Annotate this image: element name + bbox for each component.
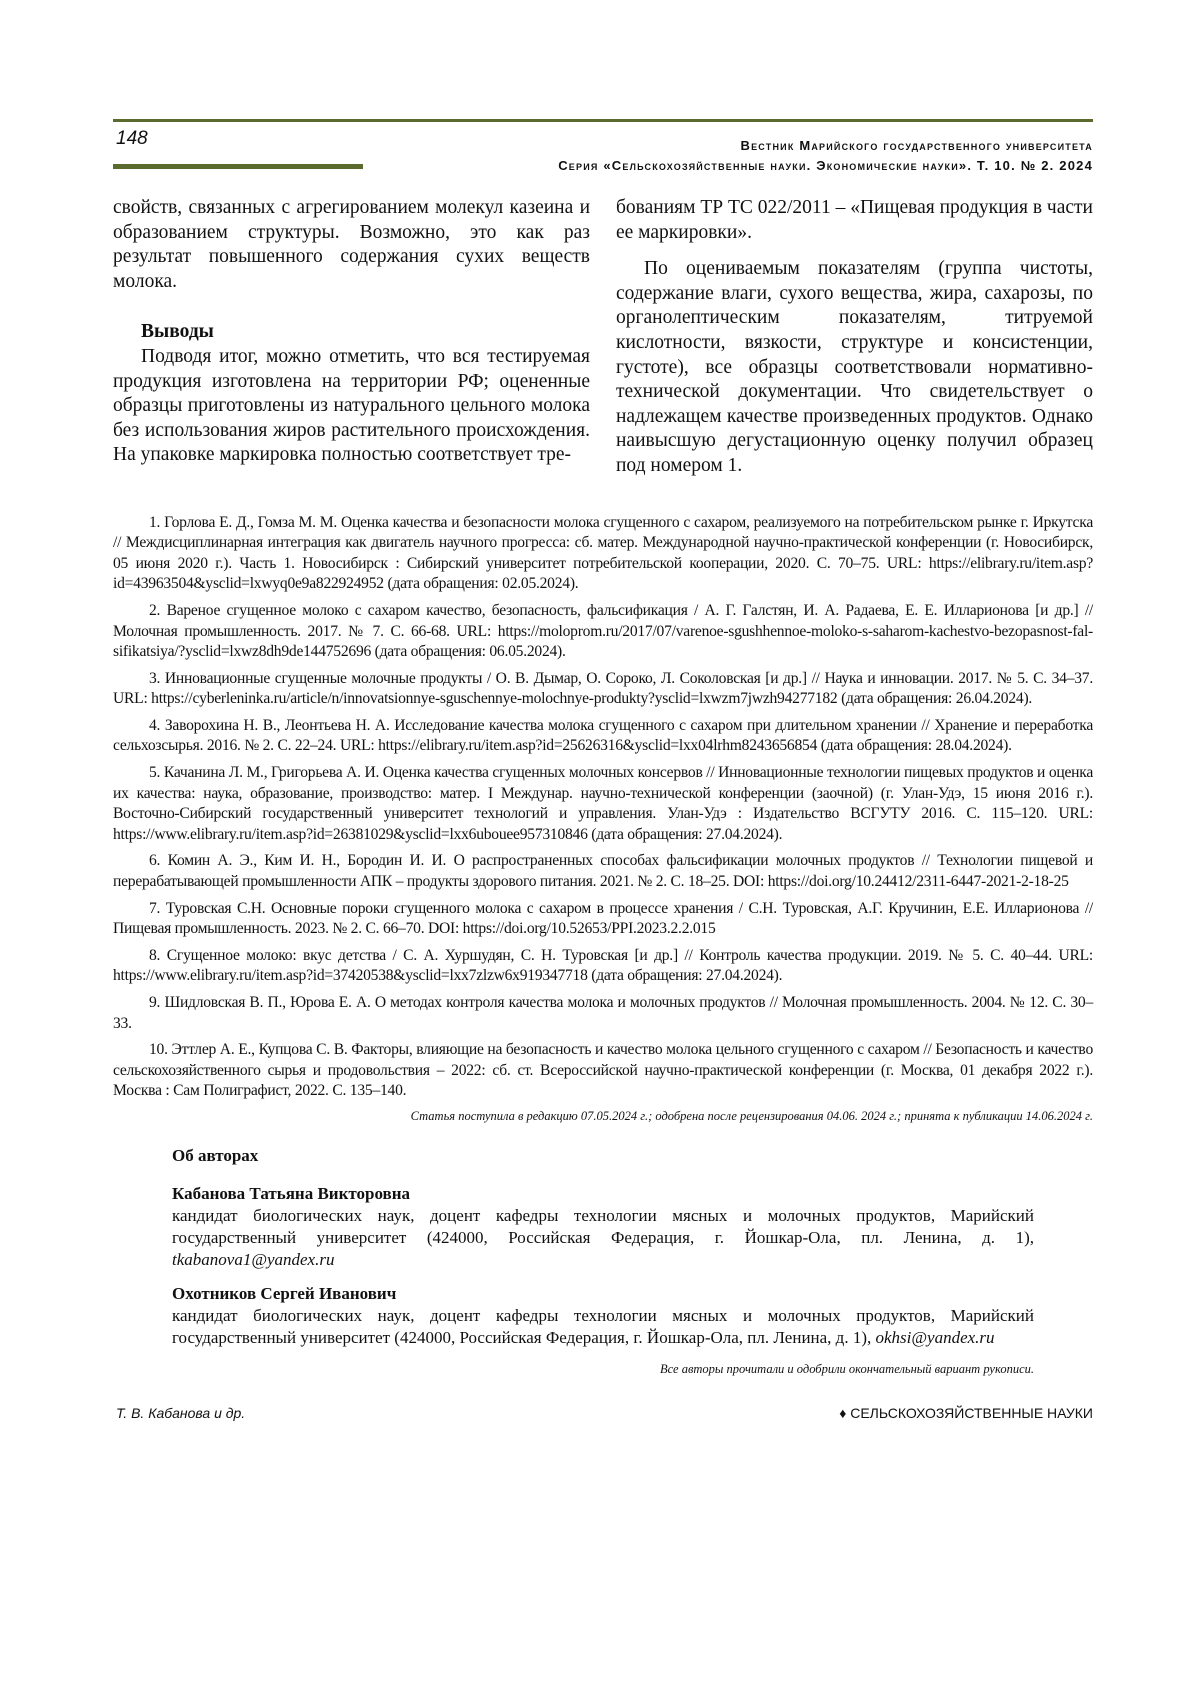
authors-section xyxy=(172,1145,1034,1349)
body-paragraph: свойств, связанных с агрегированием молекул казеина и образованием структуры. Возможно, это как раз результат повышенного содержания сухих веществ молока. xyxy=(113,196,590,294)
body-columns xyxy=(113,196,1093,479)
author-email[interactable]: tkabanova1@yandex.ru xyxy=(172,1250,334,1269)
author-affiliation: кандидат биологических наук, доцент кафедры технологии мясных и молочных продуктов, Марийский государственный университет (424000, Российская Федерация, г. Йошкар-Ола, пл. Ленина, д. 1), xyxy=(172,1306,1034,1347)
approved-note: Все авторы прочитали и одобрили окончательный вариант рукописи. xyxy=(113,1361,1034,1378)
reference-item: 4. Заворохина Н. В., Леонтьева Н. А. Исследование качества молока сгущенного с сахаром при длительном хранении // Хранение и переработка сельхозсырья. 2016. № 2. С. 22–24. URL: https://elibrary.ru/item.asp?id=25626316&ysclid=lxx04lrhm8243656854 (дата обращения: 28.04.2024). xyxy=(113,716,1093,757)
right-column xyxy=(616,196,1093,479)
reference-item: 10. Эттлер А. Е., Купцова С. В. Факторы, влияющие на безопасность и качество молока цельного сгущенного с сахаром // Безопасность и качество сельскохозяйственного сырья и продовольствия – 2022: сб. ст. Всероссийской научно-практической конференции (г. Москва, 01 декабря 2022 г.). Москва : Сам Полиграфист, 2022. С. 135–140. xyxy=(113,1040,1093,1102)
body-paragraph: Подводя итог, можно отметить, что вся тестируемая продукция изготовлена на территории РФ; оцененные образцы приготовлены из натурального цельного молока без использования жиров растительного происхождения. На упаковке маркировка полностью соответствует тре- xyxy=(113,345,590,468)
authors-heading: Об авторах xyxy=(172,1145,1034,1167)
author-info xyxy=(172,1305,1034,1349)
reference-item: 3. Инновационные сгущенные молочные продукты / О. В. Дымар, О. Сороко, Л. Соколовская [и др.] // Наука и инновации. 2017. № 5. С. 34–37. URL: https://cyberleninka.ru/article/n/innovatsionnye-sguschennye-molochnye-produkty?ysclid=lxwzm7jwzh94277182 (дата обращения: 26.04.2024). xyxy=(113,669,1093,710)
header-accent-bar xyxy=(113,164,363,169)
body-paragraph: бованиям ТР ТС 022/2011 – «Пищевая продукция в части ее маркировки». xyxy=(616,196,1093,245)
reference-list xyxy=(113,513,1093,1102)
left-column xyxy=(113,196,590,479)
received-note: Статья поступила в редакцию 07.05.2024 г.; одобрена после рецензирования 04.06. 2024 г.; принята к публикации 14.06.2024 г. xyxy=(113,1108,1093,1125)
journal-title-line1: Вестник Марийского государственного университета xyxy=(558,136,1093,156)
author-info xyxy=(172,1205,1034,1271)
running-footer xyxy=(113,1404,1093,1422)
reference-item: 9. Шидловская В. П., Юрова Е. А. О методах контроля качества молока и молочных продуктов // Молочная промышленность. 2004. № 12. С. 30–33. xyxy=(113,993,1093,1034)
journal-title-line2: Серия «Сельскохозяйственные науки. Экономические науки». Т. 10. № 2. 2024 xyxy=(558,156,1093,176)
page-number: 148 xyxy=(116,128,148,150)
body-paragraph: По оцениваемым показателям (группа чистоты, содержание влаги, сухого вещества, жира, сахарозы, по органолептическим показателям, титруемой кислотности, вязкости, структуре и консистенции, густоте), все образцы соответствовали нормативно-технической документации. Что свидетельствует о надлежащем качестве произведенных продуктов. Однако наивысшую дегустационную оценку получил образец под номером 1. xyxy=(616,257,1093,478)
reference-item: 5. Качанина Л. М., Григорьева А. И. Оценка качества сгущенных молочных консервов // Инновационные технологии пищевых продуктов и оценка их качества: наука, образование, производство: матер. I Междунар. научно-технической конференции (заочной) (г. Улан-Удэ, 15 июня 2016 г.). Восточно-Сибирский государственный университет технологий и управления. Улан-Удэ : Издательство ВСГУТУ 2016. С. 115–120. URL: https://www.elibrary.ru/item.asp?id=26381029&ysclid=lxx6ubouee957310846 (дата обращения: 27.04.2024). xyxy=(113,763,1093,845)
reference-item: 2. Вареное сгущенное молоко с сахаром качество, безопасность, фальсификация / А. Г. Галстян, И. А. Радаева, Е. Е. Илларионова [и др.] // Молочная промышленность. 2017. № 7. С. 66-68. URL: https://moloprom.ru/2017/07/varenoe-sgushhennoe-moloko-s-saharom-kachestvo-bezopasnost-fal-sifikatsiya/?ysclid=lxwz8dh9de144752696 (дата обращения: 06.05.2024). xyxy=(113,601,1093,663)
author-affiliation: кандидат биологических наук, доцент кафедры технологии мясных и молочных продуктов, Марийский государственный университет (424000, Российская Федерация, г. Йошкар-Ола, пл. Ленина, д. 1), xyxy=(172,1206,1034,1247)
journal-title xyxy=(558,136,1093,176)
footer-authors: Т. В. Кабанова и др. xyxy=(113,1404,245,1422)
footer-section: ♦ СЕЛЬСКОХОЗЯЙСТВЕННЫЕ НАУКИ xyxy=(839,1404,1093,1422)
reference-item: 7. Туровская С.Н. Основные пороки сгущенного молока с сахаром в процессе хранения / С.Н. Туровская, А.Г. Кручинин, Е.Е. Илларионова // Пищевая промышленность. 2023. № 2. С. 66–70. DOI: https://doi.org/10.52653/PPI.2023.2.2.015 xyxy=(113,899,1093,940)
reference-item: 1. Горлова Е. Д., Гомза М. М. Оценка качества и безопасности молока сгущенного с сахаром, реализуемого на потребительском рынке г. Иркутска // Междисциплинарная интеграция как двигатель научного прогресса: сб. матер. Международной научно-практической конференции (г. Новосибирск, 05 июня 2020 г.). Часть 1. Новосибирск : Сибирский университет потребительской кооперации, 2020. С. 70–75. URL: https://elibrary.ru/item.asp?id=43963504&ysclid=lxwyq0e9a822924952 (дата обращения: 02.05.2024). xyxy=(113,513,1093,595)
author-name: Кабанова Татьяна Викторовна xyxy=(172,1183,1034,1205)
running-header xyxy=(113,122,1093,170)
page xyxy=(113,0,1093,1462)
reference-item: 6. Комин А. Э., Ким И. Н., Бородин И. И. О распространенных способах фальсификации молочных продуктов // Технологии пищевой и перерабатывающей промышленности АПК – продукты здорового питания. 2021. № 2. С. 18–25. DOI: https://doi.org/10.24412/2311-6447-2021-2-18-25 xyxy=(113,851,1093,892)
author-email[interactable]: okhsi@yandex.ru xyxy=(876,1328,995,1347)
section-heading: Выводы xyxy=(113,320,590,345)
author-name: Охотников Сергей Иванович xyxy=(172,1283,1034,1305)
reference-item: 8. Сгущенное молоко: вкус детства / С. А. Хуршудян, С. Н. Туровская [и др.] // Контроль качества продукции. 2019. № 5. С. 40–44. URL: https://www.elibrary.ru/item.asp?id=37420538&ysclid=lxx7zlzw6x919347718 (дата обращения: 27.04.2024). xyxy=(113,946,1093,987)
